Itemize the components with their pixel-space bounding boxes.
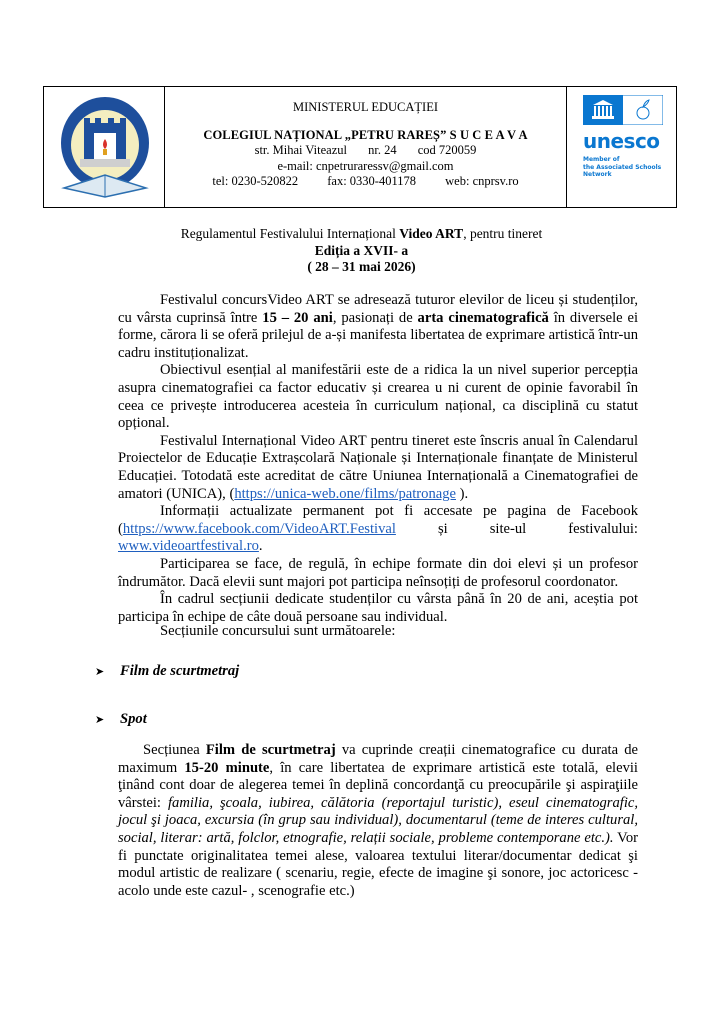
bold-text: Film de scurtmetraj: [205, 742, 336, 758]
text: Vor fi punctate originalitatea temei alese, valoarea textului literar/documentar dedicat şi modul artistic de realizare ( scenariu, regie, efecte de imagine şi sonore, joc actoricesc - acolo unde este cazul- , scenografie etc.): [118, 829, 639, 899]
text: Festivalul Internațional Video ART pentru tineret este înscris anual în Calendarul Proiectelor de Educație Extrașcolară Naționale și Internaționale finanțate de Ministerul Educației. Totodată este acreditat de către Uniunea Internațională a Cinematografiei de amatori (UNICA), (: [118, 432, 638, 502]
title-text: , pentru tineret: [463, 226, 543, 241]
paragraph-students: În cadrul secțiunii dedicate studenților cu vârsta până în 20 de ani, aceștia pot participa în echipe de câte două persoane sau individual.: [118, 591, 638, 625]
section-label: Spot: [120, 711, 147, 727]
arrow-bullet-icon: ➤: [95, 713, 105, 726]
body-text: [118, 292, 642, 626]
section-label: Film de scurtmetraj: [120, 663, 240, 679]
text: și site-ul festivalului:: [395, 520, 642, 537]
text: , pasionați de: [332, 309, 418, 326]
title-text: Regulamentul Festivalului Internațional: [180, 226, 400, 241]
email-line: e-mail: cnpetruraressv@gmail.com: [277, 158, 454, 173]
unica-link[interactable]: https://unica-web.one/films/patronage: [234, 485, 456, 502]
themes: familia, şcoala, iubirea, călătoria (reportajul turistic), eseul cinematografic, jocul şi joaca, excursia (în grup sau individual), documentarul (teme de interes cultural, social, literar: artă, folclor, etnografie, relații sociale, probleme contemporane etc.).: [118, 794, 638, 846]
document-title: [0, 226, 723, 276]
college-name: COLEGIUL NAȚIONAL „PETRU RAREȘ” S U C E A V A: [203, 127, 528, 142]
unesco-sub-line: the Associated Schools: [583, 163, 662, 171]
paragraph-participation: Participarea se face, de regulă, în echipe formate din doi elevi și un profesor îndrumător. Dacă elevii sunt majori pot participa neînsoțiți de profesorul coordonator.: [118, 555, 638, 590]
text: Informații actualizate permanent pot fi accesate pe pagina de Facebook (: [118, 503, 638, 537]
unesco-cell: [567, 87, 676, 207]
duration: 15-20 minute: [184, 759, 270, 776]
address-line: [165, 143, 566, 159]
bold-text: arta cinematografică: [417, 309, 549, 326]
text: va cuprinde creații cinematografice cu durata de maximum: [118, 742, 638, 776]
paragraph-short-film: [118, 742, 638, 900]
website: web: cnprsv.ro: [445, 174, 519, 188]
text: Secțiunea: [143, 742, 206, 758]
text: , în care libertatea de exprimare artistică este totală, elevii ţinând cont doar de alegerea temei în deplină concordanţă cu preocupările şi aspiraţiile vârstei:: [118, 759, 638, 811]
unesco-sub-line: Member of: [583, 156, 620, 163]
unesco-emblem-icon: [583, 95, 663, 125]
sections-intro: Secțiunile concursului sunt următoarele:: [160, 623, 396, 639]
fax: fax: 0330-401178: [327, 174, 417, 188]
paragraph-intro: [118, 292, 638, 362]
address-number: nr. 24: [368, 143, 397, 157]
unesco-membership: [583, 156, 661, 179]
age-range: 15 – 20 ani: [262, 309, 333, 326]
festival-dates: ( 28 – 31 mai 2026): [307, 259, 416, 274]
unesco-wordmark: unesco: [583, 129, 660, 153]
edition: Ediția a XVII- a: [314, 242, 409, 258]
college-logo-cell: [44, 87, 165, 207]
text: ).: [456, 485, 469, 502]
college-crest-icon: [56, 93, 154, 203]
title-bold: Video ART: [399, 226, 464, 241]
paragraph-objective: Obiectivul esențial al manifestării este de a ridica la un nivel superior percepția asupra cinematografiei ca factor educativ și crearea u ni curent de opinie favorabil în ceea ce privește introducerea acesteia în curriculum național, ca disciplină cu statut opțional.: [118, 362, 638, 432]
paragraph-info: [118, 503, 642, 556]
facebook-link[interactable]: https://www.facebook.com/VideoART.Festival: [122, 520, 396, 537]
text: în diversele ei forme, cărora li se oferă prilejul de a-și manifesta libertatea de exprimare artistică într-un cadru instituționalizat.: [118, 309, 638, 361]
arrow-bullet-icon: ➤: [95, 665, 105, 678]
section-item: [95, 711, 147, 728]
letterhead-table: [43, 86, 677, 208]
text: .: [258, 538, 263, 555]
paragraph-accreditation: [118, 433, 638, 503]
postal-code: cod 720059: [417, 143, 477, 157]
festival-website-link[interactable]: www.videoartfestival.ro: [118, 538, 259, 555]
address-street: str. Mihai Viteazul: [254, 143, 347, 157]
unesco-sub-line: Network: [583, 171, 612, 178]
ministry-name: MINISTERUL EDUCAȚIEI: [292, 100, 438, 114]
contact-line: [165, 174, 566, 190]
letterhead-info: [165, 87, 567, 207]
title-line-1: [0, 226, 723, 243]
phone: tel: 0230-520822: [212, 174, 299, 188]
short-film-description: [118, 742, 638, 900]
text: Festivalul concursVideo ART se adresează tuturor elevilor de liceu și studenților, cu vârsta cuprinsă între: [118, 292, 638, 326]
section-item: [95, 663, 239, 680]
